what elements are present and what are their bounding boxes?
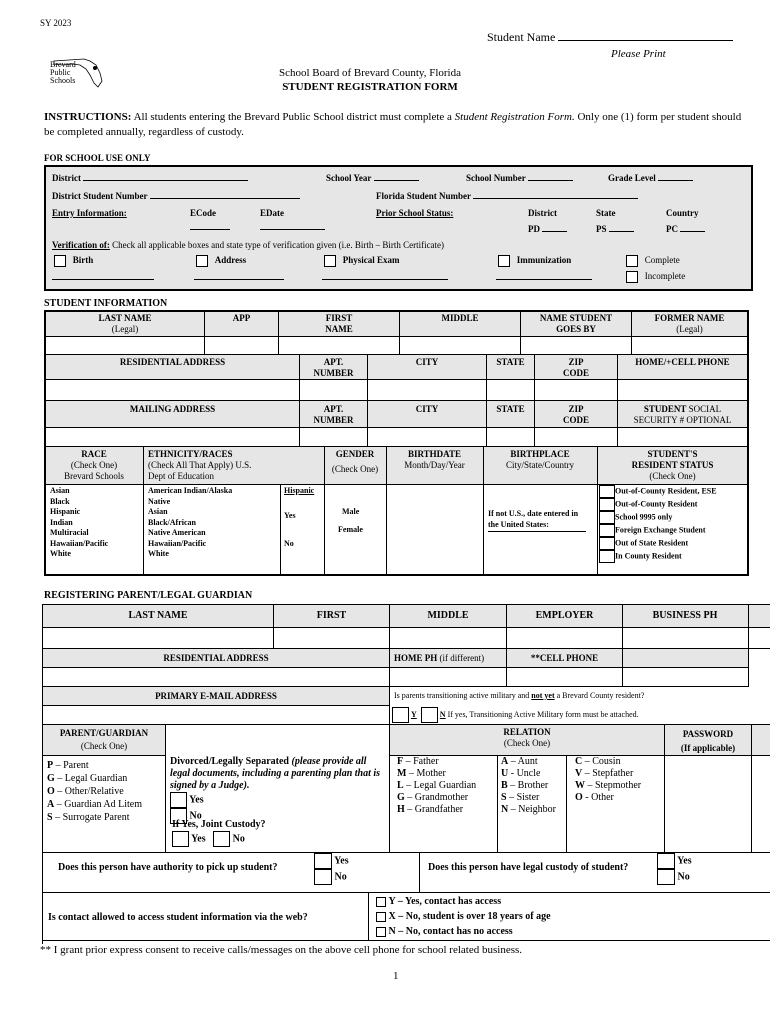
ethnicity-list: American Indian/Alaska Native Asian Black/African Native American Hawaiian/Pacific White [148,486,233,558]
student-name-label: Student Name [487,30,733,45]
incomplete-checkbox[interactable] [626,271,638,283]
parent-codes: P – Parent G – Legal Guardian O – Other/Relative A – Guardian Ad Litem S – Surrogate Parent [47,760,142,823]
guardian-title: REGISTERING PARENT/LEGAL GUARDIAN [44,590,253,601]
authority-no-checkbox[interactable] [314,869,332,885]
divorced-yes-checkbox[interactable] [170,792,187,808]
custody-no-checkbox[interactable] [657,869,675,885]
instructions: INSTRUCTIONS: All students entering the Brevard Public School district must complete a Student Registration Form. Only one (1) form per student should be completed annually, regardless of custody. [44,111,742,138]
immunization-checkbox[interactable] [498,255,510,267]
student-info-title: STUDENT INFORMATION [44,298,168,309]
custody-yes-checkbox[interactable] [657,853,675,869]
page-number: 1 [393,970,399,982]
address-checkbox[interactable] [196,255,208,267]
please-print: Please Print [611,48,666,60]
physical-exam-checkbox[interactable] [324,255,336,267]
complete-checkbox[interactable] [626,255,638,267]
military-no-checkbox[interactable] [421,707,438,723]
school-use-title: FOR SCHOOL USE ONLY [44,153,151,163]
authority-question: Does this person have authority to pick up student? [58,862,278,873]
web-access-question: Is contact allowed to access student information via the web? [48,912,308,923]
school-use-box: District School Year School Number Grade Level District Student Number Florida Student Number Entry Information: ECode EDate Prior School Status: District State Country PD PS PC Verification of: Check all applicable boxes and state type of verification given (i.e. Birth – Birth Certificate) Birth Address Physical Exam Immunization Complete Incomplete [44,165,753,291]
custody-question: Does this person have legal custody of student? [428,862,629,873]
birth-checkbox[interactable] [54,255,66,267]
relation-codes-3: C – Cousin V – Stepfather W – Stepmother O - Other [575,756,642,803]
joint-yes-checkbox[interactable] [172,831,189,847]
brevard-logo: Brevard Public Schools [44,55,106,91]
student-name-field[interactable] [558,30,733,41]
resident-status-options: Out-of-County Resident, ESE Out-of-County Resident School 9995 only Foreign Exchange Student Out of State Resident In County Resident [599,485,717,563]
authority-yes-checkbox[interactable] [314,853,332,869]
consent-note: ** I grant prior express consent to receive calls/messages on the above cell phone for school related business. [40,944,523,956]
form-title: STUDENT REGISTRATION FORM [282,81,458,93]
relation-codes-2: A – Aunt U - Uncle B – Brother S – Sister N – Neighbor [501,756,557,815]
relation-codes-1: F – Father M – Mother L – Legal Guardian G – Grandmother H – Grandfather [397,756,477,815]
military-yes-checkbox[interactable] [392,707,409,723]
race-list: Asian Black Hispanic Indian Multiracial Hawaiian/Pacific White [50,486,109,558]
divorced-section: Divorced/Legally Separated (please provide all legal documents, including a parenting plan that is signed by a Judge). [170,756,381,791]
joint-no-checkbox[interactable] [213,831,230,847]
web-access-options: Y – Yes, contact has access X – No, student is over 18 years of age N – No, contact has no access [376,894,551,939]
board-name: School Board of Brevard County, Florida [279,67,461,79]
school-year-tag: SY 2023 [40,18,72,28]
